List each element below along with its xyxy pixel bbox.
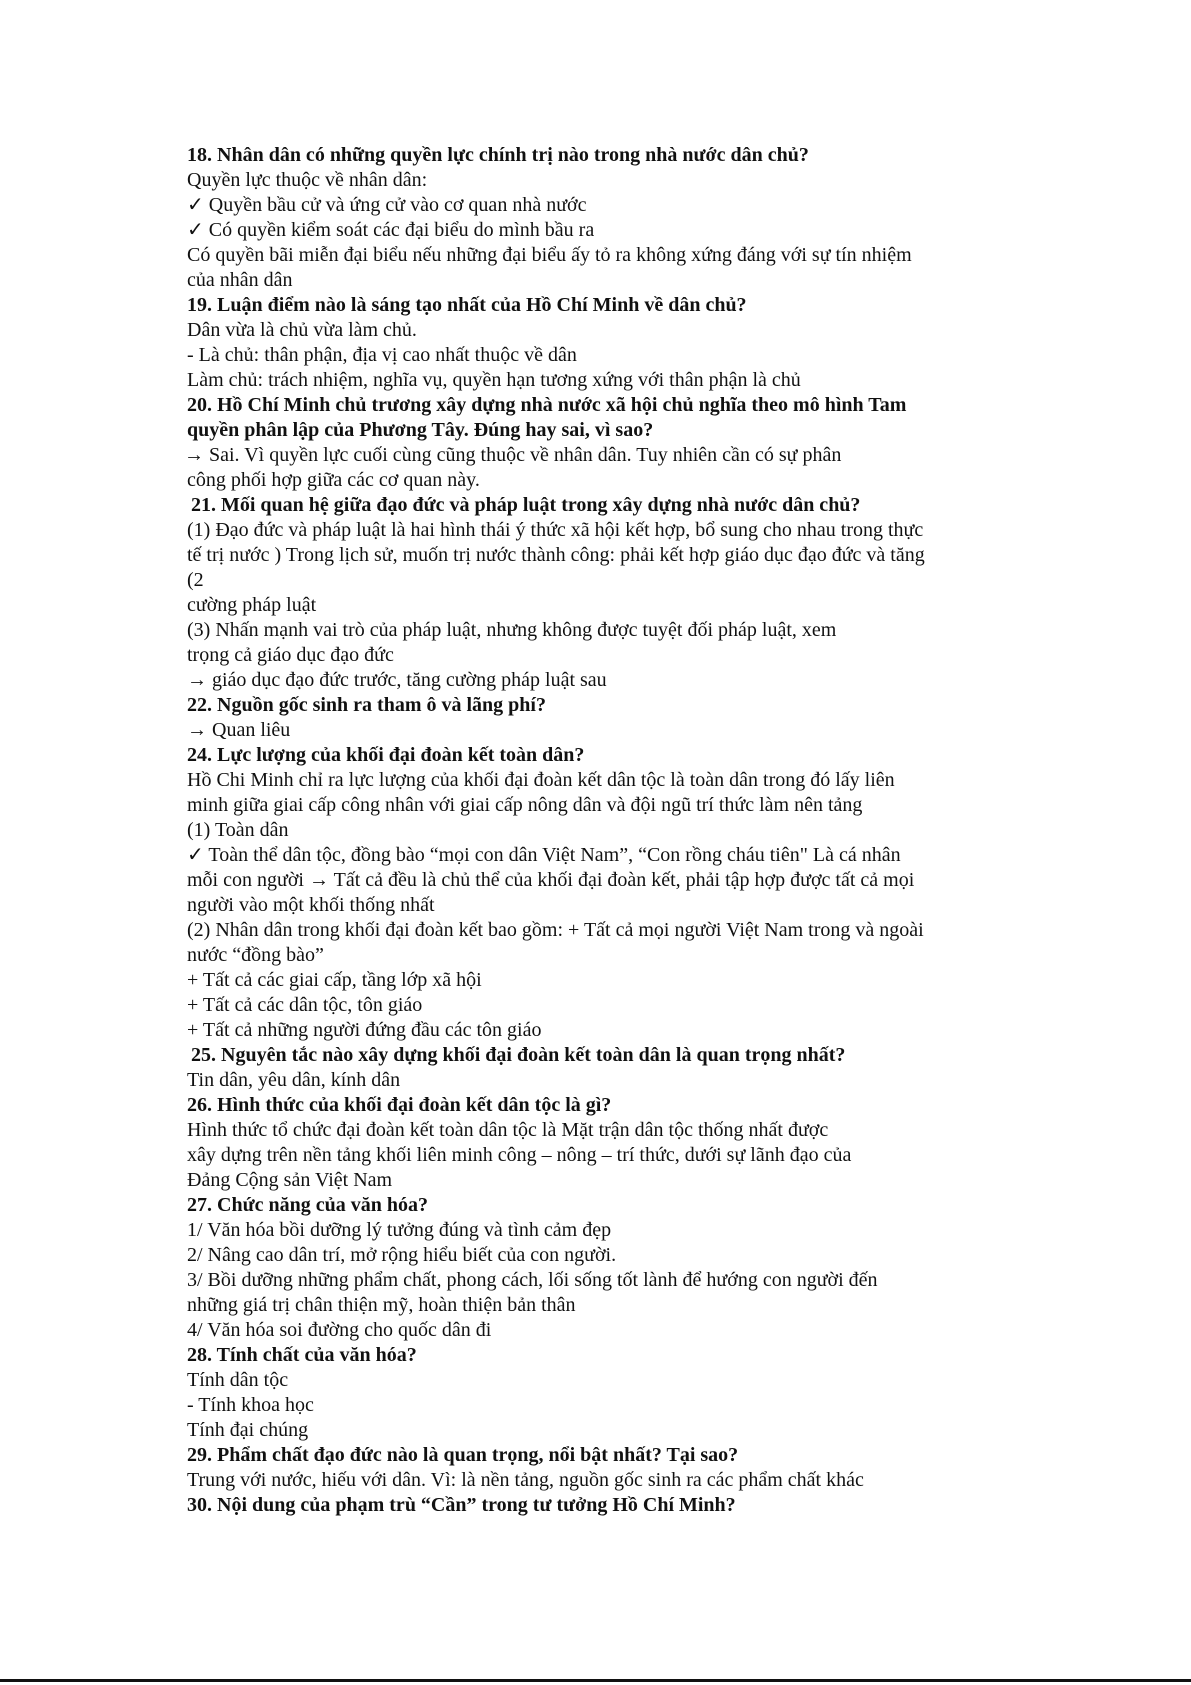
answer-line: 2/ Nâng cao dân trí, mở rộng hiểu biết của con người. bbox=[187, 1244, 617, 1266]
answer-line: 4/ Văn hóa soi đường cho quốc dân đi bbox=[187, 1319, 492, 1341]
question-heading: 28. Tính chất của văn hóa? bbox=[187, 1344, 417, 1366]
answer-line: người vào một khối thống nhất bbox=[187, 894, 435, 916]
question-heading: 30. Nội dung của phạm trù “Cần” trong tư tưởng Hồ Chí Minh? bbox=[187, 1494, 736, 1516]
answer-line: công phối hợp giữa các cơ quan này. bbox=[187, 469, 480, 491]
page-bottom-rule bbox=[0, 1679, 1191, 1682]
document-body bbox=[184, 143, 1087, 1518]
answer-line: → giáo dục đạo đức trước, tăng cường pháp luật sau bbox=[187, 669, 607, 691]
answer-line: Có quyền bãi miễn đại biểu nếu những đại biểu ấy tỏ ra không xứng đáng với sự tín nhiệm bbox=[187, 244, 912, 266]
answer-line: 1/ Văn hóa bồi dưỡng lý tưởng đúng và tình cảm đẹp bbox=[187, 1219, 612, 1241]
answer-line: (2) Nhân dân trong khối đại đoàn kết bao gồm: + Tất cả mọi người Việt Nam trong và ngoài bbox=[187, 919, 924, 941]
answer-line: minh giữa giai cấp công nhân với giai cấp nông dân và đội ngũ trí thức làm nên tảng bbox=[187, 794, 863, 816]
question-heading: 27. Chức năng của văn hóa? bbox=[187, 1194, 428, 1216]
answer-line: Hồ Chi Minh chỉ ra lực lượng của khối đại đoàn kết dân tộc là toàn dân trong đó lấy liên bbox=[187, 769, 895, 791]
answer-line: xây dựng trên nền tảng khối liên minh công – nông – trí thức, dưới sự lãnh đạo của bbox=[187, 1144, 852, 1166]
answer-line: Hình thức tổ chức đại đoàn kết toàn dân tộc là Mặt trận dân tộc thống nhất được bbox=[187, 1119, 829, 1141]
answer-line: + Tất cả các dân tộc, tôn giáo bbox=[187, 994, 423, 1016]
answer-line: của nhân dân bbox=[187, 269, 293, 291]
answer-line: Làm chủ: trách nhiệm, nghĩa vụ, quyền hạn tương xứng với thân phận là chủ bbox=[187, 369, 801, 391]
answer-line: + Tất cả các giai cấp, tầng lớp xã hội bbox=[187, 969, 482, 991]
answer-line: (3) Nhấn mạnh vai trò của pháp luật, nhưng không được tuyệt đối pháp luật, xem bbox=[187, 619, 837, 641]
question-heading: 18. Nhân dân có những quyền lực chính trị nào trong nhà nước dân chủ? bbox=[187, 144, 809, 166]
answer-line: những giá trị chân thiện mỹ, hoàn thiện bản thân bbox=[187, 1294, 576, 1316]
answer-line: Tính đại chúng bbox=[187, 1419, 309, 1441]
question-heading: quyền phân lập của Phương Tây. Đúng hay sai, vì sao? bbox=[187, 419, 654, 441]
answer-line: ✓ Quyền bầu cử và ứng cử vào cơ quan nhà nước bbox=[187, 194, 587, 216]
question-heading: 26. Hình thức của khối đại đoàn kết dân tộc là gì? bbox=[187, 1094, 612, 1116]
answer-line: Tính dân tộc bbox=[187, 1369, 289, 1391]
question-heading: 19. Luận điểm nào là sáng tạo nhất của Hồ Chí Minh về dân chủ? bbox=[187, 294, 747, 316]
answer-line: → Quan liêu bbox=[187, 719, 291, 741]
answer-line: - Là chủ: thân phận, địa vị cao nhất thuộc về dân bbox=[187, 344, 577, 366]
answer-line: 3/ Bồi dưỡng những phẩm chất, phong cách, lối sống tốt lành để hướng con người đến bbox=[187, 1269, 878, 1291]
answer-line: Đảng Cộng sản Việt Nam bbox=[187, 1169, 393, 1191]
question-heading: 20. Hồ Chí Minh chủ trương xây dựng nhà nước xã hội chủ nghĩa theo mô hình Tam bbox=[187, 394, 907, 416]
answer-line: ✓ Có quyền kiểm soát các đại biểu do mình bầu ra bbox=[187, 219, 595, 241]
question-heading: 29. Phẩm chất đạo đức nào là quan trọng, nổi bật nhất? Tại sao? bbox=[187, 1444, 739, 1466]
answer-line: - Tính khoa học bbox=[187, 1394, 314, 1416]
answer-line: tế trị nước ) Trong lịch sử, muốn trị nước thành công: phải kết hợp giáo dục đạo đức và tăng bbox=[187, 544, 925, 566]
question-heading: 24. Lực lượng của khối đại đoàn kết toàn dân? bbox=[187, 744, 585, 766]
answer-line: + Tất cả những người đứng đầu các tôn giáo bbox=[187, 1019, 542, 1041]
question-heading: 25. Nguyên tắc nào xây dựng khối đại đoàn kết toàn dân là quan trọng nhất? bbox=[191, 1044, 846, 1066]
answer-line: mỗi con người → Tất cả đều là chủ thể của khối đại đoàn kết, phải tập hợp được tất cả mọi bbox=[187, 869, 915, 891]
answer-line: nước “đồng bào” bbox=[187, 944, 324, 966]
answer-line: Tin dân, yêu dân, kính dân bbox=[187, 1069, 401, 1091]
answer-line: Trung với nước, hiếu với dân. Vì: là nền tảng, nguồn gốc sinh ra các phẩm chất khác bbox=[187, 1469, 864, 1491]
answer-line: → Sai. Vì quyền lực cuối cùng cũng thuộc về nhân dân. Tuy nhiên cần có sự phân bbox=[184, 444, 842, 466]
answer-line: trọng cả giáo dục đạo đức bbox=[187, 644, 394, 666]
answer-line: (1) Đạo đức và pháp luật là hai hình thái ý thức xã hội kết hợp, bổ sung cho nhau trong thực bbox=[187, 519, 924, 541]
answer-line: (2 bbox=[187, 569, 204, 591]
answer-line: cường pháp luật bbox=[187, 594, 317, 616]
question-heading: 21. Mối quan hệ giữa đạo đức và pháp luật trong xây dựng nhà nước dân chủ? bbox=[191, 494, 861, 516]
answer-line: (1) Toàn dân bbox=[187, 819, 289, 841]
answer-line: Quyền lực thuộc về nhân dân: bbox=[187, 169, 428, 191]
answer-line: ✓ Toàn thể dân tộc, đồng bào “mọi con dân Việt Nam”, “Con rồng cháu tiên" Là cá nhân bbox=[187, 844, 901, 866]
answer-line: Dân vừa là chủ vừa làm chủ. bbox=[187, 319, 417, 341]
question-heading: 22. Nguồn gốc sinh ra tham ô và lãng phí? bbox=[187, 694, 546, 716]
